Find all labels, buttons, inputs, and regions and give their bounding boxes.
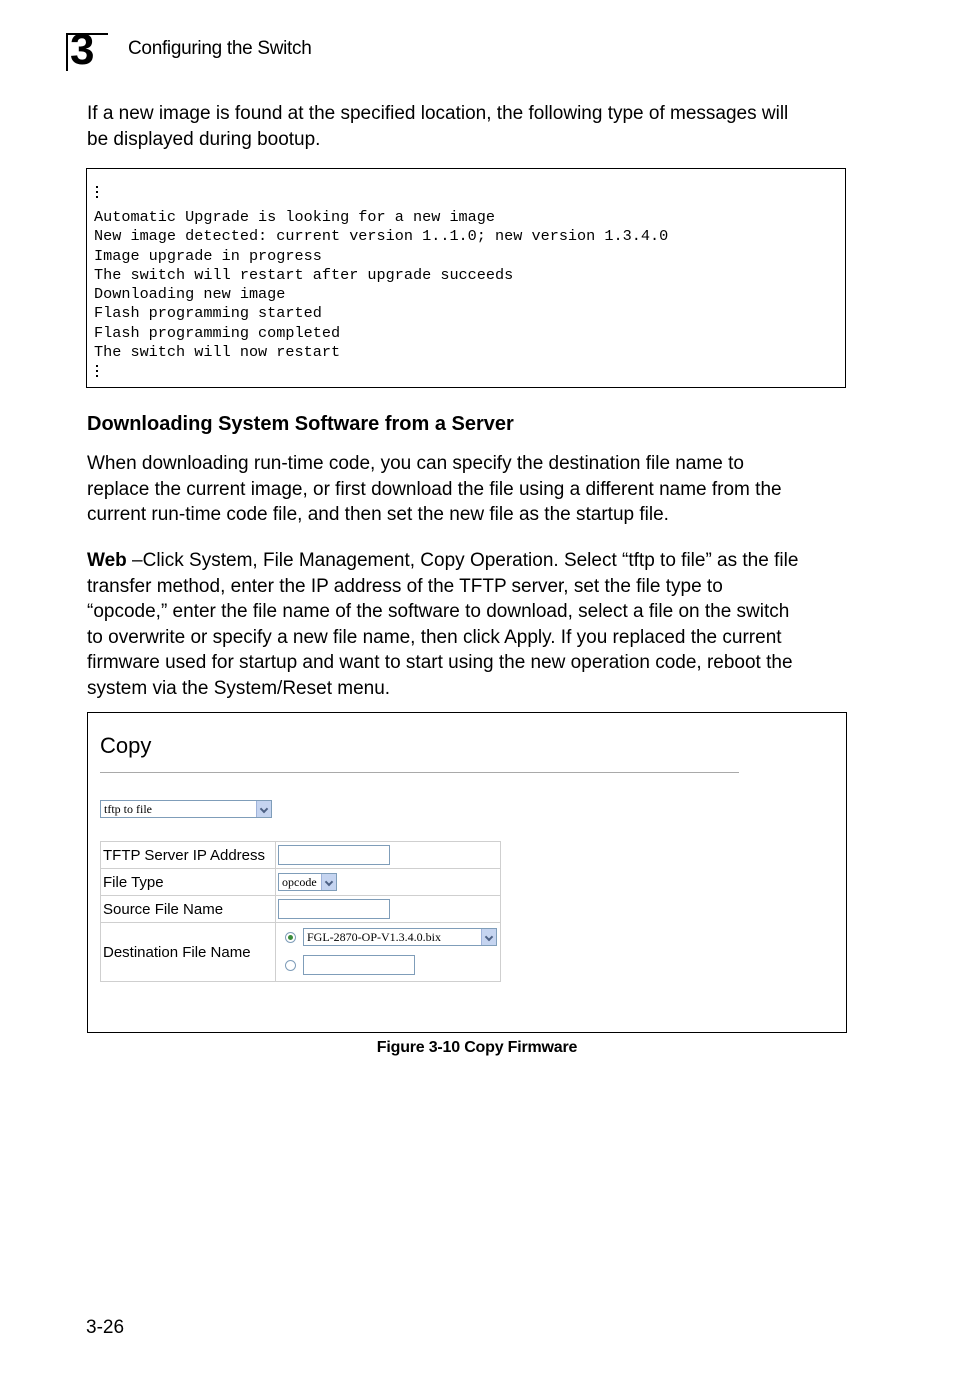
web-lead: Web (87, 550, 127, 571)
paragraph-line: firmware used for startup and want to start using the new operation code, reboot the (87, 652, 793, 673)
paragraph-line: to overwrite or specify a new file name, then click Apply. If you replaced the current (87, 626, 782, 648)
intro-line: be displayed during bootup. (87, 128, 321, 150)
tftp-server-cell (276, 842, 501, 869)
console-line: The switch will restart after upgrade succeeds (94, 265, 514, 284)
chevron-down-icon[interactable] (321, 874, 336, 890)
console-line: Automatic Upgrade is looking for a new image (94, 208, 496, 226)
chapter-number: 3 (70, 25, 95, 74)
source-file-input[interactable] (278, 899, 390, 919)
console-line: Flash programming started (94, 304, 322, 323)
section-paragraph (87, 451, 847, 528)
destination-existing-radio[interactable] (285, 932, 296, 943)
file-type-value: opcode (282, 875, 317, 890)
destination-new-radio[interactable] (285, 960, 296, 971)
source-file-label: Source File Name (101, 896, 276, 923)
paragraph-line: transfer method, enter the IP address of the TFTP server, set the file type to (87, 575, 723, 597)
paragraph-line: –Click System, File Management, Copy Operation. Select “tftp to file” as the file (126, 550, 799, 571)
table-row (101, 869, 501, 896)
paragraph-line: When downloading run-time code, you can specify the destination file name to (87, 453, 744, 474)
destination-new-file-input[interactable] (303, 955, 415, 975)
section-heading: Downloading System Software from a Server (87, 413, 514, 435)
tftp-server-ip-input[interactable] (278, 845, 390, 865)
file-type-cell (276, 869, 501, 896)
console-line: New image detected: current version 1..1.0; new version 1.3.4.0 (94, 227, 669, 246)
panel-title: Copy (100, 733, 152, 758)
destination-new-option (278, 950, 498, 980)
running-title: Configuring the Switch (128, 38, 312, 59)
copy-form-table (100, 841, 501, 982)
chevron-down-icon[interactable] (256, 801, 271, 817)
figure-caption: Figure 3-10 Copy Firmware (376, 1039, 578, 1056)
console-line: The switch will now restart (94, 343, 341, 362)
title-divider (100, 772, 739, 773)
console-lines (94, 208, 668, 362)
ellipsis-dots-icon (95, 365, 101, 380)
paragraph-line: “opcode,” enter the file name of the software to download, select a file on the switch (87, 601, 790, 622)
chevron-down-icon[interactable] (481, 929, 496, 945)
file-type-select[interactable] (278, 873, 337, 891)
table-row (101, 896, 501, 923)
table-row (101, 923, 501, 982)
paragraph-line: current run-time code file, and then set the new file as the startup file. (87, 504, 669, 525)
console-line: Image upgrade in progress (94, 246, 322, 265)
tftp-server-label: TFTP Server IP Address (101, 842, 276, 869)
destination-file-label: Destination File Name (101, 923, 276, 982)
copy-method-select[interactable] (100, 800, 272, 818)
destination-file-value: FGL-2870-OP-V1.3.4.0.bix (307, 930, 441, 945)
chapter-marker (66, 25, 108, 74)
copy-firmware-figure (87, 712, 847, 1033)
console-output-box (86, 168, 846, 388)
console-line: Flash programming completed (94, 323, 341, 342)
intro-line: If a new image is found at the specified location, the following type of messages will (87, 103, 789, 124)
intro-paragraph (87, 101, 847, 152)
copy-method-value: tftp to file (104, 802, 152, 816)
console-line: Downloading new image (94, 285, 286, 304)
table-row (101, 842, 501, 869)
destination-file-select[interactable] (303, 928, 497, 946)
destination-existing-option (278, 924, 498, 950)
page-number: 3-26 (86, 1317, 125, 1338)
paragraph-line: replace the current image, or first download the file using a different name from the (87, 478, 782, 500)
destination-file-cell (276, 923, 501, 982)
paragraph-line: system via the System/Reset menu. (87, 677, 391, 699)
ellipsis-dots-icon (95, 186, 101, 201)
file-type-label: File Type (101, 869, 276, 896)
web-instructions-paragraph (87, 548, 847, 701)
source-file-cell (276, 896, 501, 923)
